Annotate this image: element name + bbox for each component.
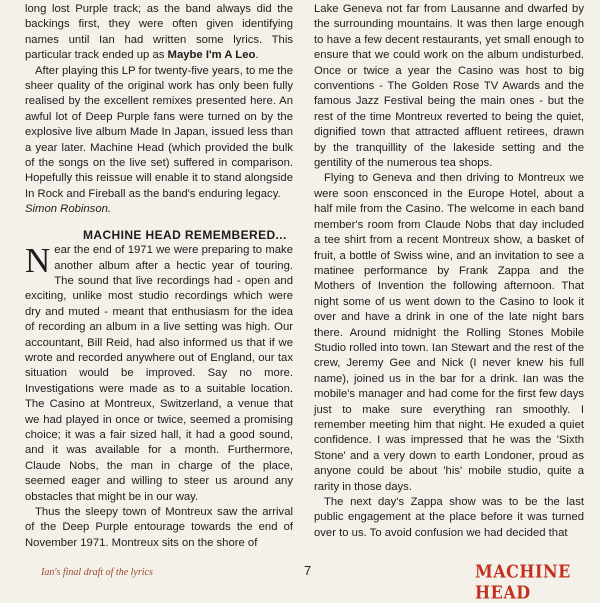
author-signature: Simon Robinson.	[25, 203, 112, 216]
page-number: 7	[304, 563, 312, 578]
left-paragraph-4: Thus the sleepy town of Montreux saw the arrival of the Deep Purple entourage towards the end of November 1971. Montreux sits on the shore of	[25, 506, 293, 549]
right-paragraph-2: Flying to Geneva and then driving to Montreux we were soon ensconced in the Europe Hotel, about a half mile from the Casino. The welcome in each band member's room from Claude Nobs that day included a tee shirt from a recent Montreux show, a basket of fruit, a bottle of Swiss wine, and an invitation to see a matinee performance by Frank Zappa and the Mothers of Invention the following afternoon. That night some of us went down to the Casino to look it over and have a drink in one of the late night bars there. Around midnight the Rolling Stones Mobile Studio rolled into town. Ian Stewart and the rest of the crew, Jeremy Gee and Nick (I never knew his full name), joined us in the bar for a drink. Ian was the mobile's manager and had come for the first few days just to make sure everything ran smoothly. I remember meeting him that night. He exuded a quiet confidence. I was impressed that he was the 'Sixth Stone' and a very down to earth Londoner, proud as anyone could be about 'his' mobile studio, quite a rarity in those days.	[314, 172, 584, 493]
machine-head-logo: MACHINE HEAD	[475, 561, 571, 603]
left-column	[25, 2, 293, 551]
image-caption: Ian's final draft of the lyrics	[41, 567, 153, 578]
para3-text: ear the end of 1971 we were preparing to make another album after a hectic year of touring. The sound that live recordings had - open and exciting, unlike most studio recordings which were dry and muted - meant that enthusiasm for the idea of recording an album in a live setting was high. Our accountant, Bill Reid, had also informed us that if we wrote and recorded anywhere out of England, our tax situation would be improved. Say no more. Investigations were made as to a suitable location. The Casino at Montreux, Switzerland, a venue that we had played in once or twice, seemed a promising choice; it was a fair sized hall, it had a good sound, and it was available for a month. Furthermore, Claude Nobs, the man in charge of the place, seemed eager and willing to steer us around any obstacles that might be in our way.	[25, 244, 293, 503]
left-paragraph-3	[25, 243, 293, 505]
right-paragraph-3: The next day's Zappa show was to be the last public engagement at the place before it was turned over to us. To avoid confusion we had decided that	[314, 496, 584, 539]
para1-end: .	[255, 49, 259, 62]
drop-cap: N	[25, 241, 51, 281]
para1-text: long lost Purple track; as the band always did the backings first, they were often given identifying names until Ian had written some lyrics. This particular track ended up as	[25, 3, 293, 62]
right-paragraph-1: Lake Geneva not far from Lausanne and dwarfed by the surrounding mountains. It was then large enough to have a few decent restaurants, yet small enough to ensure that we could work on the album undisturbed. Once or twice a year the Casino was host to big conventions - The Golden Rose TV Awards and the famous Jazz Festival being the main ones - but the rest of the time Montreux reverted to being the quiet, dignified town that attracted affluent retirees, drawn by the tranquillity of the lakeside setting and the gentility of the numerous tea shops.	[314, 3, 584, 170]
left-paragraph-2: After playing this LP for twenty-five years, to me the sheer quality of the original work has only been fully realised by the excellent remixes presented here. An awful lot of Deep Purple fans were turned on by the explosive live album Made In Japan, issued less than a year later. Machine Head (which provided the bulk of the songs on the live set) suffered in comparison. Hopefully this reissue will enable it to stand alongside In Rock and Fireball as the band's enduring legacy.	[25, 64, 293, 200]
left-paragraph-1	[25, 2, 293, 64]
right-column	[314, 2, 584, 541]
section-heading: MACHINE HEAD REMEMBERED...	[83, 227, 287, 242]
track-title: Maybe I'm A Leo	[167, 49, 256, 62]
